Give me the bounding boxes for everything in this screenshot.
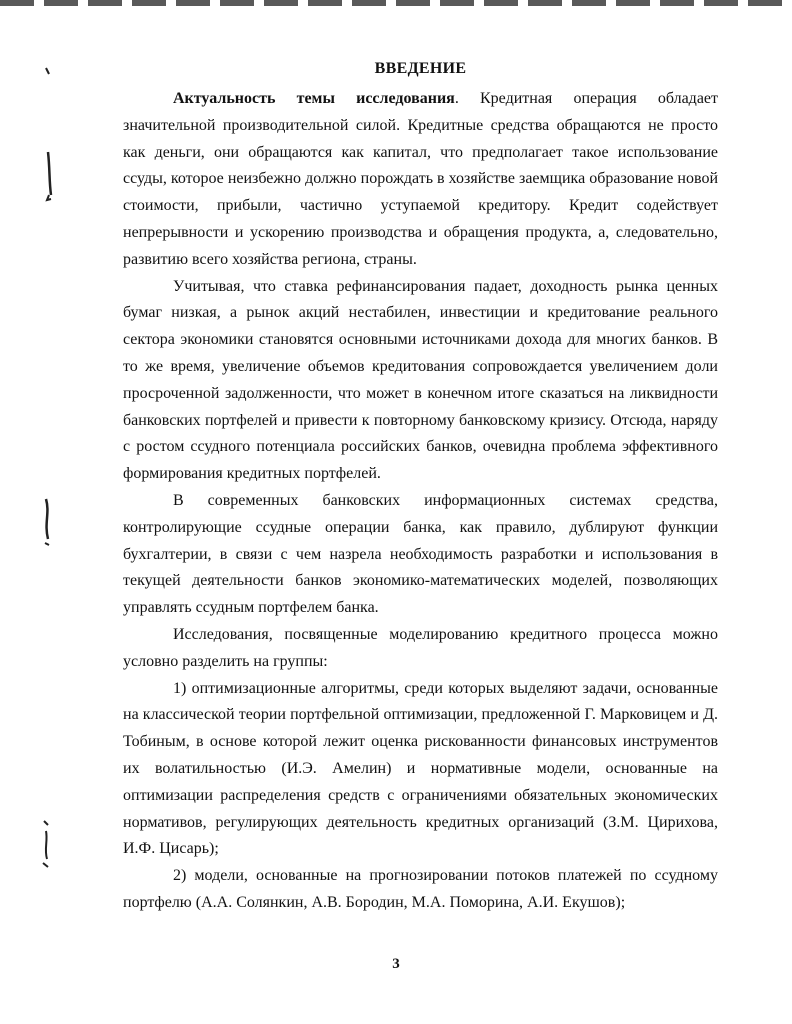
section-heading: ВВЕДЕНИЕ xyxy=(374,60,467,77)
margin-mark-1 xyxy=(40,60,60,210)
paragraph-research-groups: Исследования, посвященные моделированию кредитного процесса можно условно разделить на группы: xyxy=(123,625,718,670)
relevance-lead-end: . xyxy=(454,90,480,107)
paragraph-group-1: 1) оптимизационные алгоритмы, среди которых выделяют задачи, основанные на классической теории портфельной оптимизации, предложенной Г. Марковицем и Д. Тобиным, в основе которой лежит оценка рискованности финансовых инструментов их волатильностью (И.Э. Амелин) и нормативные модели, основанные на оптимизации распределения средств с ограничениями обязательных экономических нормативов, регулирующих деятельность кредитных организаций (З.М. Цирихова, И.Ф. Цисарь); xyxy=(123,679,718,858)
paragraph-group-2: 2) модели, основанные на прогнозировании потоков платежей по ссудному портфелю (А.А. Солянкин, А.В. Бородин, М.А. Поморина, А.И. Екушов); xyxy=(123,867,718,911)
paragraph-refinancing: Учитывая, что ставка рефинансирования падает, доходность рынка ценных бумаг низкая, а рынок акций нестабилен, инвестиции и кредитование реального сектора экономики становятся основными источниками дохода для многих банков. В то же время, увеличение объемов кредитования сопровождается увеличением доли просроченной задолженности, что может в конечном итоге сказаться на ликвидности банковских портфелей и привести к повторному банковскому кризису. Отсюда, наряду с ростом ссудного потенциала российских банков, очевидна проблема эффективного формирования кредитных портфелей. xyxy=(123,277,718,483)
document-page xyxy=(123,60,718,917)
scan-edge-artifact xyxy=(0,0,792,6)
margin-mark-2 xyxy=(36,495,56,555)
paragraph-relevance xyxy=(123,86,718,274)
margin-mark-3 xyxy=(36,815,56,875)
relevance-lead: Актуальность темы исследования xyxy=(173,90,455,107)
page-number: 3 xyxy=(392,956,400,972)
paragraph-information-systems: В современных банковских информационных системах средства, контролирующие ссудные операции банка, как правило, дублируют функции бухгалтерии, в связи с чем назрела необходимость разработки и использования в текущей деятельности банков экономико-математических моделей, позволяющих управлять ссудным портфелем банка. xyxy=(123,491,718,617)
relevance-text: Кредитная операция обладает значительной производительной силой. Кредитные средства обращаются не просто как деньги, они обращаются как капитал, что предполагает такое использование ссуды, которое неизбежно должно порождать в хозяйстве заемщика образование новой стоимости, прибыли, частично уступаемой кредитору. Кредит содействует непрерывности и ускорению производства и обращения продукта, а, следовательно, развитию всего хозяйства региона, страны. xyxy=(123,90,719,268)
